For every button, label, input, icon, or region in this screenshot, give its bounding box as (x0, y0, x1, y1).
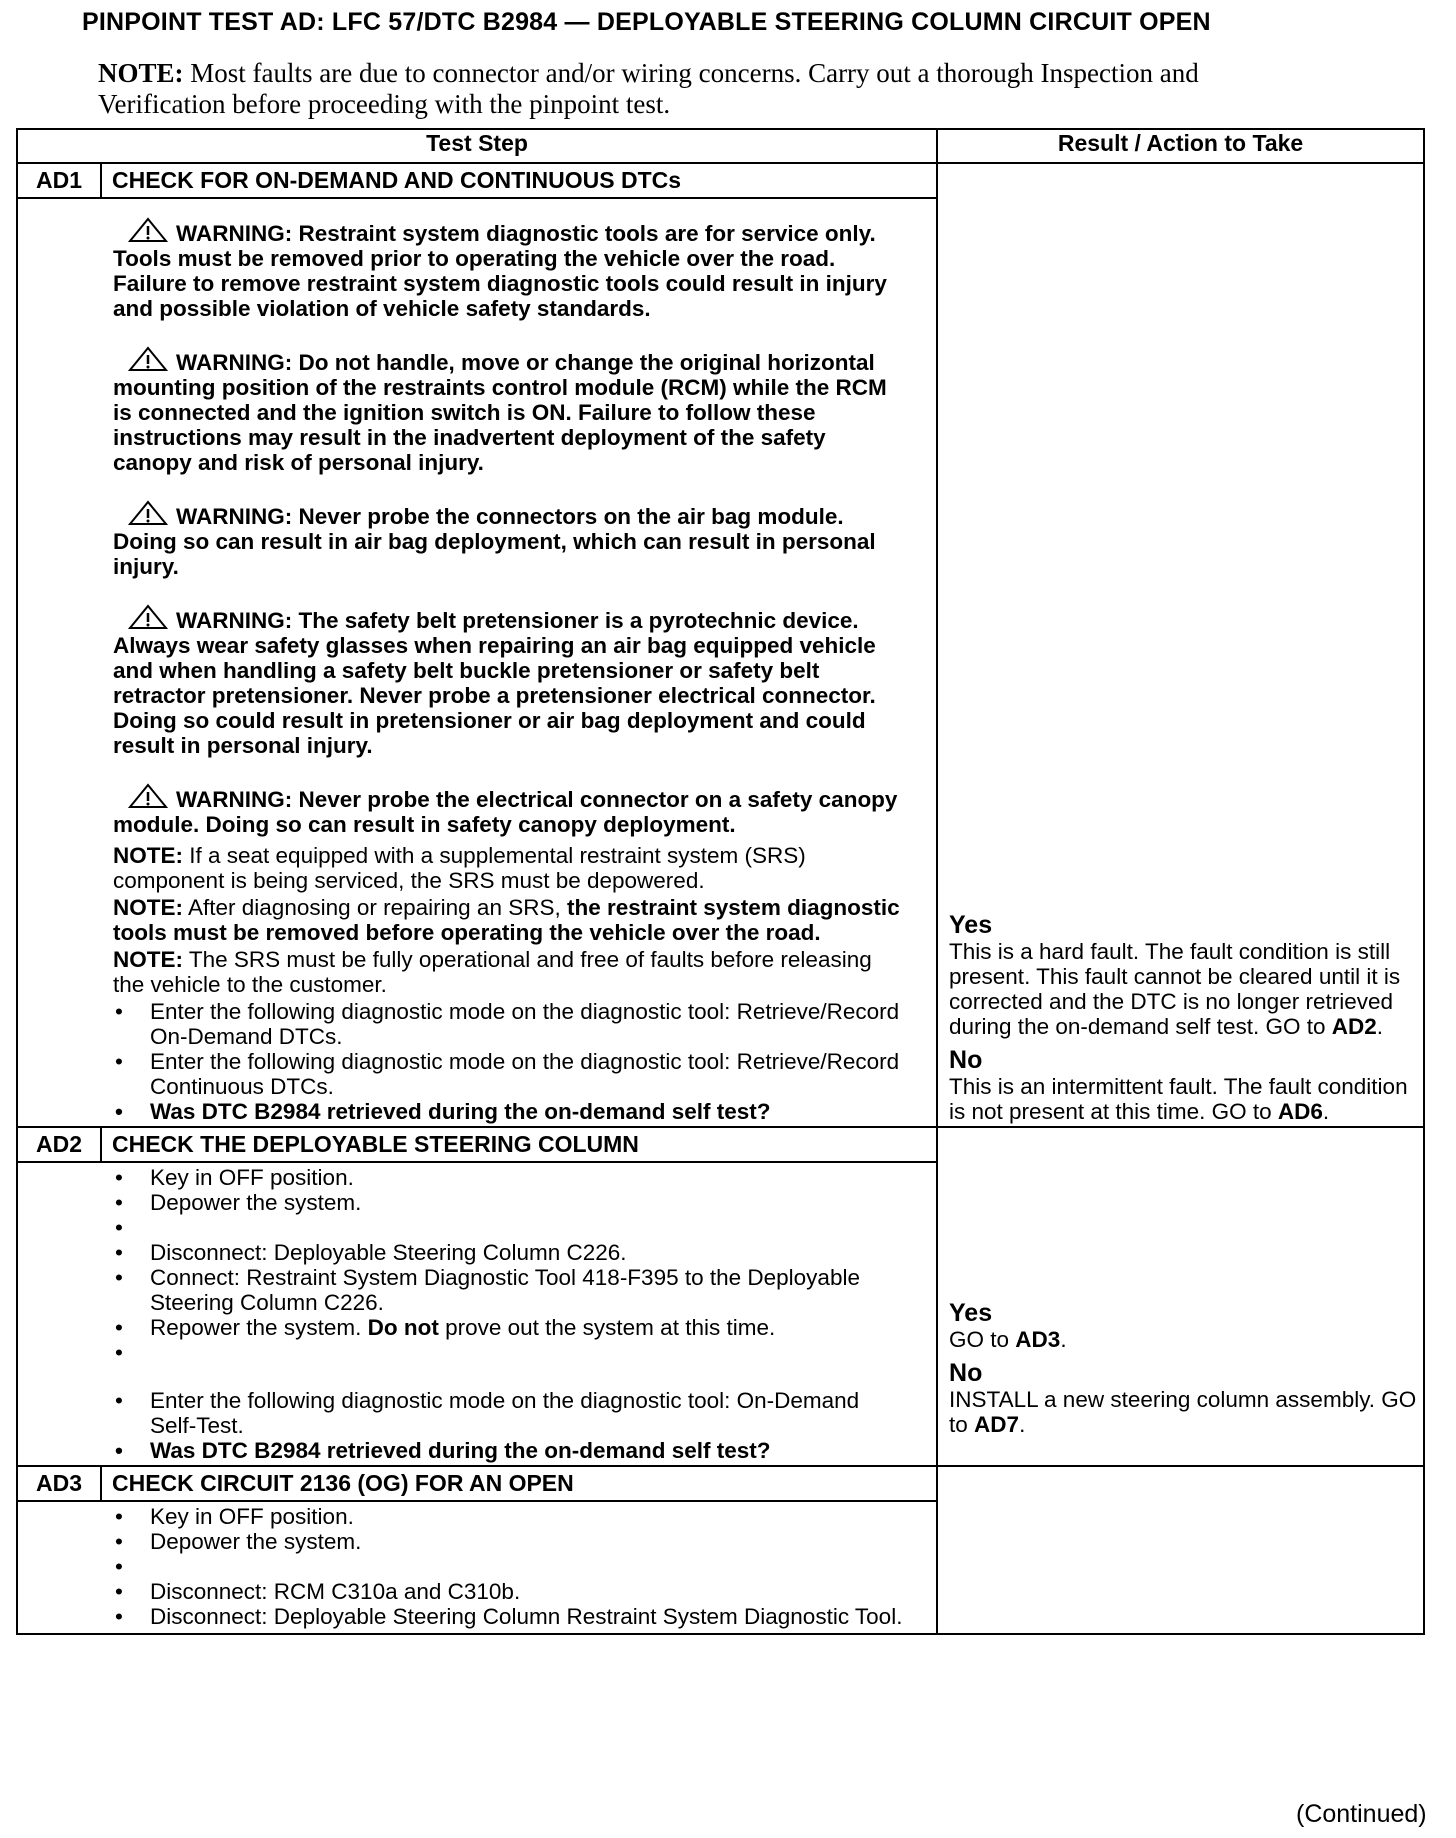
result-ad3 (937, 1466, 1424, 1634)
list-item: • Disconnect: Deployable Steering Column C226. (113, 1240, 906, 1265)
yes-action-ad1: This is a hard fault. The fault condition is still present. This fault cannot be cleared until it is corrected and the DTC is no longer retrieved during the on-demand self test. GO to (949, 939, 1401, 1039)
step-ad2-header-row (17, 1127, 1424, 1162)
warning-triangle-icon (128, 783, 168, 809)
step-name-ad1: CHECK FOR ON-DEMAND AND CONTINUOUS DTCs (101, 163, 937, 198)
list-item: • Key in OFF position. (113, 1165, 906, 1190)
yes-text-ad1: This is a hard fault. The fault condition is still present. This fault cannot be cleared until it is corrected and the DTC is no longer retrieved during the on-demand self test. GO to AD2. (949, 939, 1401, 1039)
no-text-ad2: INSTALL a new steering column assembly. GO to AD7. (949, 1387, 1417, 1437)
result-ad1 (937, 163, 1424, 1127)
warning-triangle-icon (128, 217, 168, 243)
list-item: • Enter the following diagnostic mode on the diagnostic tool: Retrieve/Record Continuous DTCs. (113, 1049, 906, 1099)
list-item-text: prove out the system at this time. (438, 1315, 776, 1340)
warning-4-text: WARNING: The safety belt pretensioner is a pyrotechnic device. Always wear safety glasses when repairing an air bag equipped vehicle and when handling a safety belt buckle pretensioner or safety belt retractor pretensioner. Never probe a pretensioner electrical connector. Doing so could result in pretensioner or air bag deployment and could result in personal injury. (113, 608, 876, 758)
intro-note-text: Most faults are due to connector and/or wiring concerns. Carry out a thorough Inspection and Verification before proceeding with the pinpoint test. (98, 58, 1199, 119)
warning-triangle-icon (128, 604, 168, 630)
warning-1-text: WARNING: Restraint system diagnostic tools are for service only. Tools must be removed prior to operating the vehicle over the road. Failure to remove restraint system diagnostic tools could result in injury and possible violation of vehicle safety standards. (113, 221, 887, 321)
step-ad1-header-row (17, 163, 1424, 198)
step-body-ad3 (17, 1501, 937, 1634)
list-item: • Disconnect: Deployable Steering Column Restraint System Diagnostic Tool. (113, 1604, 906, 1629)
no-label-ad2: No (949, 1359, 983, 1387)
warning-3 (113, 500, 906, 579)
intro-note (98, 58, 1298, 120)
yes-label-ad1: Yes (949, 911, 993, 939)
note-2-label: NOTE: (113, 895, 183, 920)
goto-ad3-link[interactable]: AD3 (1015, 1327, 1061, 1352)
warning-triangle-icon (128, 346, 168, 372)
warning-triangle-icon (128, 500, 168, 526)
note-2 (113, 895, 906, 945)
list-item-emphasis: Do not (367, 1315, 439, 1340)
result-ad2 (937, 1127, 1424, 1466)
intro-note-label: NOTE: (98, 58, 184, 88)
warning-4 (113, 604, 906, 758)
note-1 (113, 843, 906, 893)
ad3-step-list (113, 1504, 906, 1629)
list-item: • Depower the system. (113, 1190, 906, 1215)
ad1-question: • Was DTC B2984 retrieved during the on-demand self test? (113, 1099, 906, 1124)
note-1-label: NOTE: (113, 843, 183, 868)
goto-ad6-link[interactable]: AD6 (1277, 1099, 1323, 1124)
step-name-ad3: CHECK CIRCUIT 2136 (OG) FOR AN OPEN (101, 1466, 937, 1501)
table-header-row (17, 129, 1424, 163)
ad2-step-list (113, 1165, 906, 1463)
step-id-ad3: AD3 (17, 1466, 101, 1501)
note-1-text: If a seat equipped with a supplemental restraint system (SRS) component is being serviced, the SRS must be depowered. (113, 843, 806, 893)
ad2-question: • Was DTC B2984 retrieved during the on-demand self test? (113, 1438, 906, 1463)
list-item: • Depower the system. (113, 1529, 906, 1554)
list-item-text: Repower the system. (150, 1315, 368, 1340)
pinpoint-test-table (16, 128, 1425, 1635)
list-item: • Disconnect: RCM C310a and C310b. (113, 1579, 906, 1604)
test-step-header: Test Step (17, 129, 937, 163)
step-id-ad1: AD1 (17, 163, 101, 198)
step-id-ad2: AD2 (17, 1127, 101, 1162)
step-ad3-header-row (17, 1466, 1424, 1501)
step-body-ad1 (17, 198, 937, 1127)
yes-label-ad2: Yes (949, 1299, 993, 1327)
note-2-text: After diagnosing or repairing an SRS, (183, 895, 567, 920)
page-title: PINPOINT TEST AD: LFC 57/DTC B2984 — DEPLOYABLE STEERING COLUMN CIRCUIT OPEN (82, 8, 1211, 36)
warning-3-text: WARNING: Never probe the connectors on the air bag module. Doing so can result in air bag deployment, which can result in personal injury. (113, 504, 876, 579)
list-item (113, 1315, 906, 1340)
spacer (113, 1554, 906, 1579)
no-text-ad1: This is an intermittent fault. The fault condition is not present at this time. GO to AD6. (949, 1074, 1408, 1124)
list-item: • Enter the following diagnostic mode on the diagnostic tool: Retrieve/Record On-Demand DTCs. (113, 999, 906, 1049)
goto-ad2-link[interactable]: AD2 (1331, 1014, 1377, 1039)
ad1-step-list (113, 999, 906, 1124)
no-action-ad2: INSTALL a new steering column assembly. GO to (949, 1387, 1417, 1437)
list-item: • Connect: Restraint System Diagnostic Tool 418-F395 to the Deployable Steering Column C226. (113, 1265, 906, 1315)
note-3-text: The SRS must be fully operational and free of faults before releasing the vehicle to the customer. (113, 947, 872, 997)
yes-text-ad2: GO to AD3. (949, 1327, 1067, 1352)
warning-2-text: WARNING: Do not handle, move or change the original horizontal mounting position of the restraints control module (RCM) while the RCM is connected and the ignition switch is ON. Failure to follow these instructions may result in the inadvertent deployment of the safety canopy and risk of personal injury. (113, 350, 887, 475)
warning-1 (113, 217, 906, 321)
no-label-ad1: No (949, 1046, 983, 1074)
warning-2 (113, 346, 906, 475)
step-body-ad2 (17, 1162, 937, 1466)
list-item: • Key in OFF position. (113, 1504, 906, 1529)
no-action-ad1: This is an intermittent fault. The fault condition is not present at this time. GO to (949, 1074, 1408, 1124)
goto-ad7-link[interactable]: AD7 (974, 1412, 1020, 1437)
yes-action-ad2: GO to (949, 1327, 1016, 1352)
spacer (113, 1340, 906, 1388)
result-header: Result / Action to Take (937, 129, 1424, 163)
step-name-ad2: CHECK THE DEPLOYABLE STEERING COLUMN (101, 1127, 937, 1162)
list-item: • Enter the following diagnostic mode on the diagnostic tool: On-Demand Self-Test. (113, 1388, 906, 1438)
note-3-label: NOTE: (113, 947, 183, 972)
warning-5-text: WARNING: Never probe the electrical connector on a safety canopy module. Doing so can result in safety canopy deployment. (113, 787, 898, 837)
spacer (113, 1215, 906, 1240)
warning-5 (113, 783, 906, 837)
note-2-emphasis: the restraint system diagnostic tools must be removed before operating the vehicle over the road. (113, 895, 900, 945)
continued-label: (Continued) (1296, 1800, 1427, 1828)
note-3 (113, 947, 906, 997)
